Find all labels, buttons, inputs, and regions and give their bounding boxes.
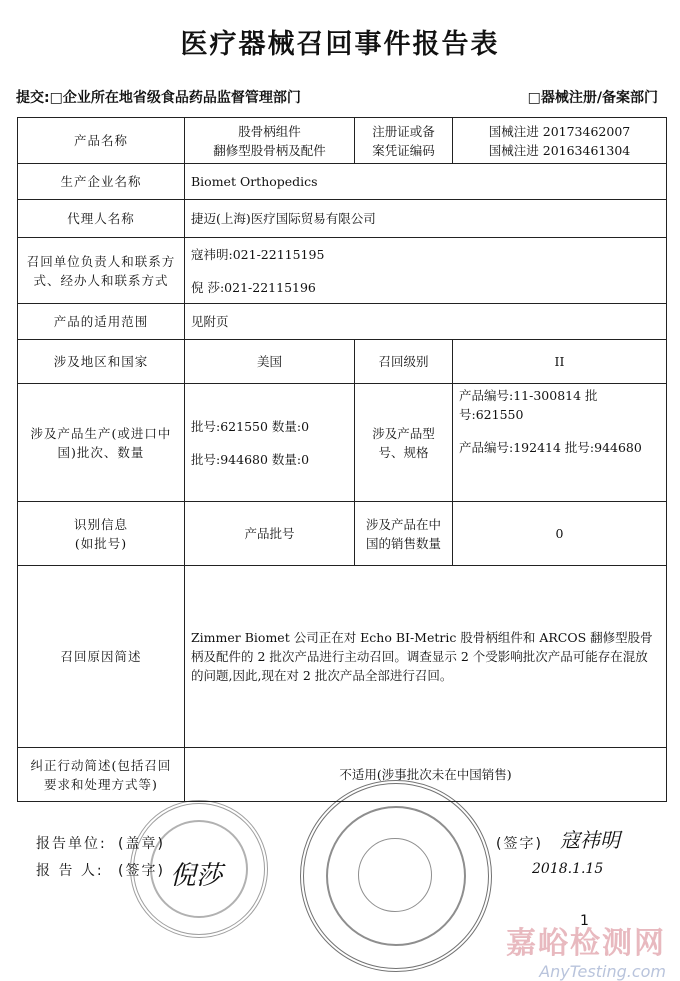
scope-label: 产品的适用范围 — [18, 304, 185, 340]
recall-level-value: II — [453, 340, 667, 384]
row-corrective — [18, 748, 667, 802]
corrective-label: 纠正行动简述(包括召回要求和处理方式等) — [18, 748, 185, 802]
row-product-name — [18, 118, 667, 164]
row-manufacturer — [18, 164, 667, 200]
product-name-label: 产品名称 — [18, 118, 185, 164]
recall-level-label: 召回级别 — [355, 340, 453, 384]
document-title: 医疗器械召回事件报告表 — [180, 29, 500, 60]
sign-label: (签字) — [496, 836, 543, 852]
company-seal-right — [300, 780, 492, 972]
reason-value: Zimmer Biomet 公司正在对 Echo BI-Metric 股骨柄组件和 ARCOS 翻修型股骨柄及配件的 2 批次产品进行主动召回。调查显示 2 个受影响批次产品可能存在混放的问题,因此,现在对 2 批次产品全部进行召回。 — [185, 566, 667, 748]
contact-value: 寇祎明:021-22115195 倪 莎:021-22115196 — [185, 238, 667, 304]
recall-report-table — [17, 117, 667, 802]
region-label: 涉及地区和国家 — [18, 340, 185, 384]
china-sales-value: 0 — [453, 502, 667, 566]
agent-label: 代理人名称 — [18, 200, 185, 238]
corrective-value: 不适用(涉事批次未在中国销售) — [185, 748, 667, 802]
signature-top: 寇祎明 — [560, 828, 620, 852]
china-sales-label: 涉及产品在中国的销售数量 — [355, 502, 453, 566]
signature-mark: (签字) — [118, 863, 165, 879]
row-scope — [18, 304, 667, 340]
identification-label: 识别信息 (如批号) — [18, 502, 185, 566]
watermark — [506, 918, 666, 981]
registration-value: 国械注进 20173462007 国械注进 20163461304 — [453, 118, 667, 164]
submit-to-registration: □器械注册/备案部门 — [527, 90, 658, 106]
row-region — [18, 340, 667, 384]
row-reason — [18, 566, 667, 748]
scope-value: 见附页 — [185, 304, 667, 340]
registration-label: 注册证或备 案凭证编码 — [355, 118, 453, 164]
identification-value: 产品批号 — [185, 502, 355, 566]
manufacturer-label: 生产企业名称 — [18, 164, 185, 200]
product-name-value: 股骨柄组件 翻修型股骨柄及配件 — [185, 118, 355, 164]
model-label: 涉及产品型号、规格 — [355, 384, 453, 502]
agent-value: 捷迈(上海)医疗国际贸易有限公司 — [185, 200, 667, 238]
row-identification — [18, 502, 667, 566]
batch-label: 涉及产品生产(或进口中国)批次、数量 — [18, 384, 185, 502]
stamp-mark: (盖章) — [118, 836, 165, 852]
manufacturer-value: Biomet Orthopedics — [185, 164, 667, 200]
company-seal-left — [130, 800, 268, 938]
model-value: 产品编号:11-300814 批号:621550 产品编号:192414 批号:944680 — [453, 384, 667, 502]
batch-value: 批号:621550 数量:0 批号:944680 数量:0 — [185, 384, 355, 502]
submit-to-provincial: 提交:□企业所在地省级食品药品监督管理部门 — [16, 90, 301, 106]
reporter-label: 报 告 人: — [36, 863, 104, 879]
contact-label: 召回单位负责人和联系方式、经办人和联系方式 — [18, 238, 185, 304]
reason-label: 召回原因简述 — [18, 566, 185, 748]
region-value: 美国 — [185, 340, 355, 384]
report-date: 2018.1.15 — [532, 861, 604, 877]
row-contact — [18, 238, 667, 304]
watermark-cn: 嘉峪检测网 — [506, 926, 666, 961]
row-batch — [18, 384, 667, 502]
watermark-en: AnyTesting.com — [539, 962, 666, 981]
signature-reporter: 倪莎 — [170, 861, 223, 891]
page-number: 1 — [580, 913, 591, 929]
reporting-unit-label: 报告单位: — [36, 836, 107, 852]
row-agent — [18, 200, 667, 238]
